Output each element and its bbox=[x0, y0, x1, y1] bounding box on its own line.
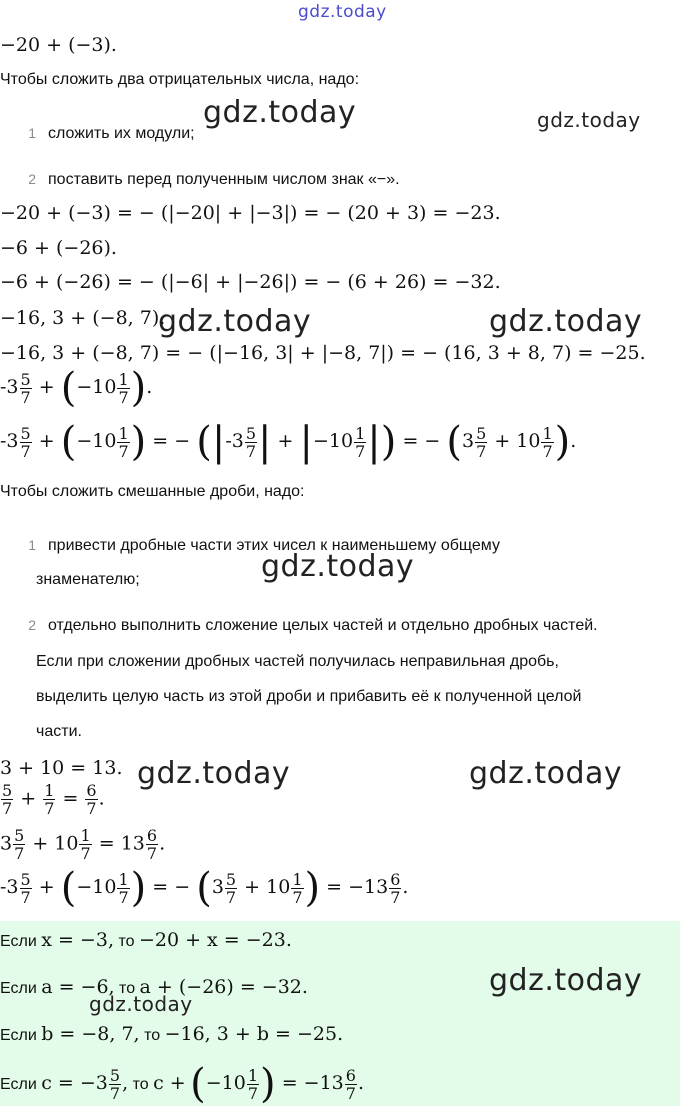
operator: = bbox=[326, 876, 343, 898]
expression-4: −6 + (−26) = − (|−6| + |−26|) = − (6 + 26) = −32. bbox=[0, 271, 501, 293]
denominator: 7 bbox=[14, 844, 25, 863]
watermark: gdz.today bbox=[489, 963, 643, 998]
numerator: 5 bbox=[109, 1065, 121, 1085]
number: 3 bbox=[461, 430, 475, 452]
numerator: 5 bbox=[20, 423, 31, 443]
fraction bbox=[475, 425, 487, 460]
abs-bar: | bbox=[258, 419, 272, 465]
word: то bbox=[144, 1027, 161, 1044]
rule1-item-2 bbox=[0, 171, 400, 189]
fraction bbox=[79, 827, 91, 862]
fraction bbox=[20, 425, 32, 460]
expression-9: 3 + 10 = 13. bbox=[0, 757, 123, 779]
word: Если bbox=[0, 980, 37, 997]
list-item-text: сложить их модули; bbox=[48, 125, 195, 142]
watermark: gdz.today bbox=[489, 304, 643, 339]
fraction bbox=[13, 827, 25, 862]
denominator: 7 bbox=[542, 441, 553, 461]
number: −13 bbox=[303, 1072, 344, 1094]
rule2-intro: Чтобы сложить смешанные дроби, надо: bbox=[0, 483, 305, 500]
expression-12 bbox=[0, 865, 409, 911]
answer-line-3 bbox=[0, 1023, 343, 1045]
numerator: 5 bbox=[245, 423, 257, 443]
numerator: 5 bbox=[14, 826, 25, 845]
word: Если bbox=[0, 1027, 37, 1044]
denominator: 7 bbox=[390, 887, 401, 907]
rule2-item-2-cont1: Если при сложении дробных частей получилась неправильная дробь, bbox=[36, 653, 559, 670]
number: −10 bbox=[76, 376, 117, 398]
denominator: 7 bbox=[355, 441, 366, 461]
list-number: 2 bbox=[28, 617, 36, 633]
fraction bbox=[146, 827, 158, 862]
operator: = bbox=[152, 430, 169, 452]
denominator: 7 bbox=[345, 1083, 356, 1103]
fraction bbox=[117, 371, 129, 406]
fraction bbox=[20, 871, 32, 906]
denominator: 7 bbox=[20, 387, 31, 407]
fraction bbox=[117, 871, 129, 906]
expression-2: −20 + (−3) = − (|−20| + |−3|) = − (20 + 3) = −23. bbox=[0, 202, 501, 224]
abs-bar: | bbox=[299, 419, 313, 465]
operator: = bbox=[152, 876, 169, 898]
number: -3 bbox=[225, 430, 244, 452]
expression-11 bbox=[0, 827, 165, 862]
watermark: gdz.today bbox=[261, 549, 415, 584]
paren: ( bbox=[60, 365, 77, 411]
number: 3 bbox=[211, 876, 224, 898]
paren: ( bbox=[60, 865, 77, 911]
fraction bbox=[20, 371, 32, 406]
watermark: gdz.today bbox=[469, 756, 623, 791]
denominator: 7 bbox=[245, 441, 257, 461]
fraction bbox=[541, 425, 553, 460]
denominator: 7 bbox=[86, 799, 97, 818]
paren: ( bbox=[60, 419, 77, 465]
numerator: 1 bbox=[118, 423, 129, 443]
number: -3 bbox=[0, 430, 19, 452]
list-item-text: привести дробные части этих чисел к наименьшему общему bbox=[48, 537, 500, 554]
expression-7 bbox=[0, 365, 153, 411]
math: c = −3 bbox=[41, 1072, 108, 1094]
number: −10 bbox=[76, 876, 117, 898]
numerator: 5 bbox=[476, 423, 487, 443]
numerator: 6 bbox=[146, 826, 158, 845]
period: . bbox=[98, 787, 105, 810]
answer-line-4 bbox=[0, 1061, 364, 1107]
operator: = bbox=[402, 430, 419, 452]
watermark: gdz.today bbox=[537, 108, 641, 132]
word: Если bbox=[0, 933, 37, 950]
rule1-item-1 bbox=[0, 125, 195, 143]
number: -3 bbox=[0, 376, 19, 398]
number: -3 bbox=[0, 876, 19, 898]
watermark: gdz.today bbox=[203, 95, 357, 130]
numerator: 1 bbox=[292, 869, 303, 889]
fraction bbox=[354, 425, 366, 460]
numerator: 1 bbox=[247, 1065, 259, 1085]
list-number: 1 bbox=[28, 125, 36, 141]
denominator: 7 bbox=[476, 441, 487, 461]
word: Если bbox=[0, 1076, 37, 1093]
paren: ( bbox=[196, 865, 212, 911]
numerator: 6 bbox=[345, 1065, 356, 1085]
list-number: 1 bbox=[28, 537, 36, 553]
paren: ) bbox=[130, 865, 147, 911]
denominator: 7 bbox=[292, 887, 303, 907]
denominator: 7 bbox=[225, 887, 237, 907]
fraction bbox=[389, 871, 401, 906]
number: −10 bbox=[205, 1072, 246, 1094]
list-item-text: отдельно выполнить сложение целых частей и отдельно дробных частей. bbox=[48, 617, 598, 634]
rule2-item-1-cont: знаменателю; bbox=[36, 571, 140, 588]
word: то bbox=[132, 1076, 149, 1093]
denominator: 7 bbox=[44, 799, 55, 818]
denominator: 7 bbox=[247, 1083, 259, 1103]
numerator: 5 bbox=[225, 869, 237, 889]
operator: − bbox=[424, 430, 441, 452]
numerator: 5 bbox=[20, 869, 31, 889]
paren: ( bbox=[196, 419, 212, 465]
denominator: 7 bbox=[118, 441, 129, 461]
numerator: 1 bbox=[542, 423, 553, 443]
operator: + bbox=[277, 430, 294, 452]
fraction bbox=[291, 871, 303, 906]
operator: = bbox=[281, 1072, 298, 1094]
paren: ( bbox=[190, 1061, 206, 1107]
abs-bar: | bbox=[367, 419, 381, 465]
number: 13 bbox=[120, 832, 145, 855]
numerator: 1 bbox=[44, 781, 55, 800]
math-tail bbox=[190, 1061, 364, 1107]
period: . bbox=[146, 376, 153, 398]
number: −10 bbox=[76, 430, 117, 452]
paren: ) bbox=[380, 419, 397, 465]
numerator: 1 bbox=[118, 869, 129, 889]
operator: − bbox=[174, 430, 191, 452]
number: 10 bbox=[54, 832, 79, 855]
period: . bbox=[159, 832, 166, 855]
operator: + bbox=[244, 876, 261, 898]
fraction bbox=[117, 425, 129, 460]
paren: ) bbox=[130, 419, 147, 465]
watermark: gdz.today bbox=[158, 304, 312, 339]
expression-3: −6 + (−26). bbox=[0, 237, 117, 259]
operator: + bbox=[32, 832, 49, 855]
math: −16, 3 + b = −25. bbox=[164, 1023, 344, 1045]
expression-6: −16, 3 + (−8, 7) = − (|−16, 3| + |−8, 7|) = − (16, 3 + 8, 7) = −25. bbox=[0, 342, 646, 364]
watermark-top: gdz.today bbox=[298, 2, 387, 22]
expression-10 bbox=[0, 782, 105, 817]
rule2-item-2-cont3: части. bbox=[36, 723, 82, 740]
operator: + bbox=[38, 430, 55, 452]
fraction bbox=[43, 782, 55, 817]
math: a + (−26) = −32. bbox=[139, 976, 308, 998]
rule2-item-2-cont2: выделить целую часть из этой дроби и прибавить её к полученной целой bbox=[36, 688, 582, 705]
operator: + bbox=[38, 376, 55, 398]
fraction bbox=[247, 1067, 259, 1102]
denominator: 7 bbox=[80, 844, 91, 863]
period: . bbox=[570, 430, 577, 452]
math: −20 + x = −23. bbox=[138, 929, 292, 951]
math: x = −3, bbox=[41, 929, 114, 951]
numerator: 1 bbox=[80, 826, 91, 845]
paren: ) bbox=[304, 865, 321, 911]
number: −13 bbox=[348, 876, 389, 898]
period: . bbox=[357, 1072, 364, 1094]
denominator: 7 bbox=[109, 1083, 121, 1103]
denominator: 7 bbox=[20, 887, 31, 907]
list-number: 2 bbox=[28, 171, 36, 187]
numerator: 1 bbox=[118, 369, 129, 389]
list-item-text: поставить перед полученным числом знак «−». bbox=[48, 171, 400, 188]
answer-line-1 bbox=[0, 929, 292, 951]
operator: + bbox=[38, 876, 55, 898]
watermark: gdz.today bbox=[89, 992, 193, 1016]
numerator: 6 bbox=[390, 869, 401, 889]
rule1-intro: Чтобы сложить два отрицательных числа, надо: bbox=[0, 71, 360, 88]
denominator: 7 bbox=[146, 844, 158, 863]
numerator: 1 bbox=[355, 423, 366, 443]
denominator: 7 bbox=[20, 441, 31, 461]
operator: + bbox=[494, 430, 511, 452]
fraction bbox=[225, 871, 237, 906]
math: b = −8, 7, bbox=[41, 1023, 140, 1045]
denominator: 7 bbox=[118, 387, 129, 407]
numerator: 6 bbox=[86, 781, 97, 800]
expression-8 bbox=[0, 419, 577, 465]
watermark: gdz.today bbox=[137, 756, 291, 791]
paren: ( bbox=[446, 419, 462, 465]
numerator: 5 bbox=[2, 781, 13, 800]
paren: ) bbox=[554, 419, 571, 465]
expression-1: −20 + (−3). bbox=[0, 34, 117, 56]
numerator: 5 bbox=[20, 369, 31, 389]
period: . bbox=[402, 876, 409, 898]
paren: ) bbox=[260, 1061, 276, 1107]
comma: , bbox=[122, 1072, 129, 1094]
rule2-item-2 bbox=[0, 617, 598, 635]
math: a = −6, bbox=[41, 976, 115, 998]
denominator: 7 bbox=[118, 887, 129, 907]
math: c + bbox=[153, 1072, 186, 1094]
operator: = bbox=[98, 832, 115, 855]
number: −10 bbox=[313, 430, 354, 452]
expression-5: −16, 3 + (−8, 7). bbox=[0, 307, 166, 329]
fraction bbox=[245, 425, 257, 460]
fraction bbox=[109, 1067, 121, 1102]
word: то bbox=[118, 933, 135, 950]
paren: ) bbox=[130, 365, 147, 411]
fraction bbox=[345, 1067, 357, 1102]
number: 10 bbox=[516, 430, 541, 452]
word: то bbox=[119, 980, 136, 997]
math-fraction-wrap bbox=[108, 1065, 122, 1103]
abs-bar: | bbox=[211, 419, 226, 465]
operator: = bbox=[62, 787, 79, 810]
rule2-item-1 bbox=[0, 537, 500, 555]
number: 3 bbox=[0, 832, 13, 855]
fraction bbox=[1, 782, 13, 817]
denominator: 7 bbox=[2, 799, 13, 818]
operator: + bbox=[20, 787, 37, 810]
number: 10 bbox=[266, 876, 291, 898]
operator: − bbox=[174, 876, 191, 898]
fraction bbox=[85, 782, 97, 817]
